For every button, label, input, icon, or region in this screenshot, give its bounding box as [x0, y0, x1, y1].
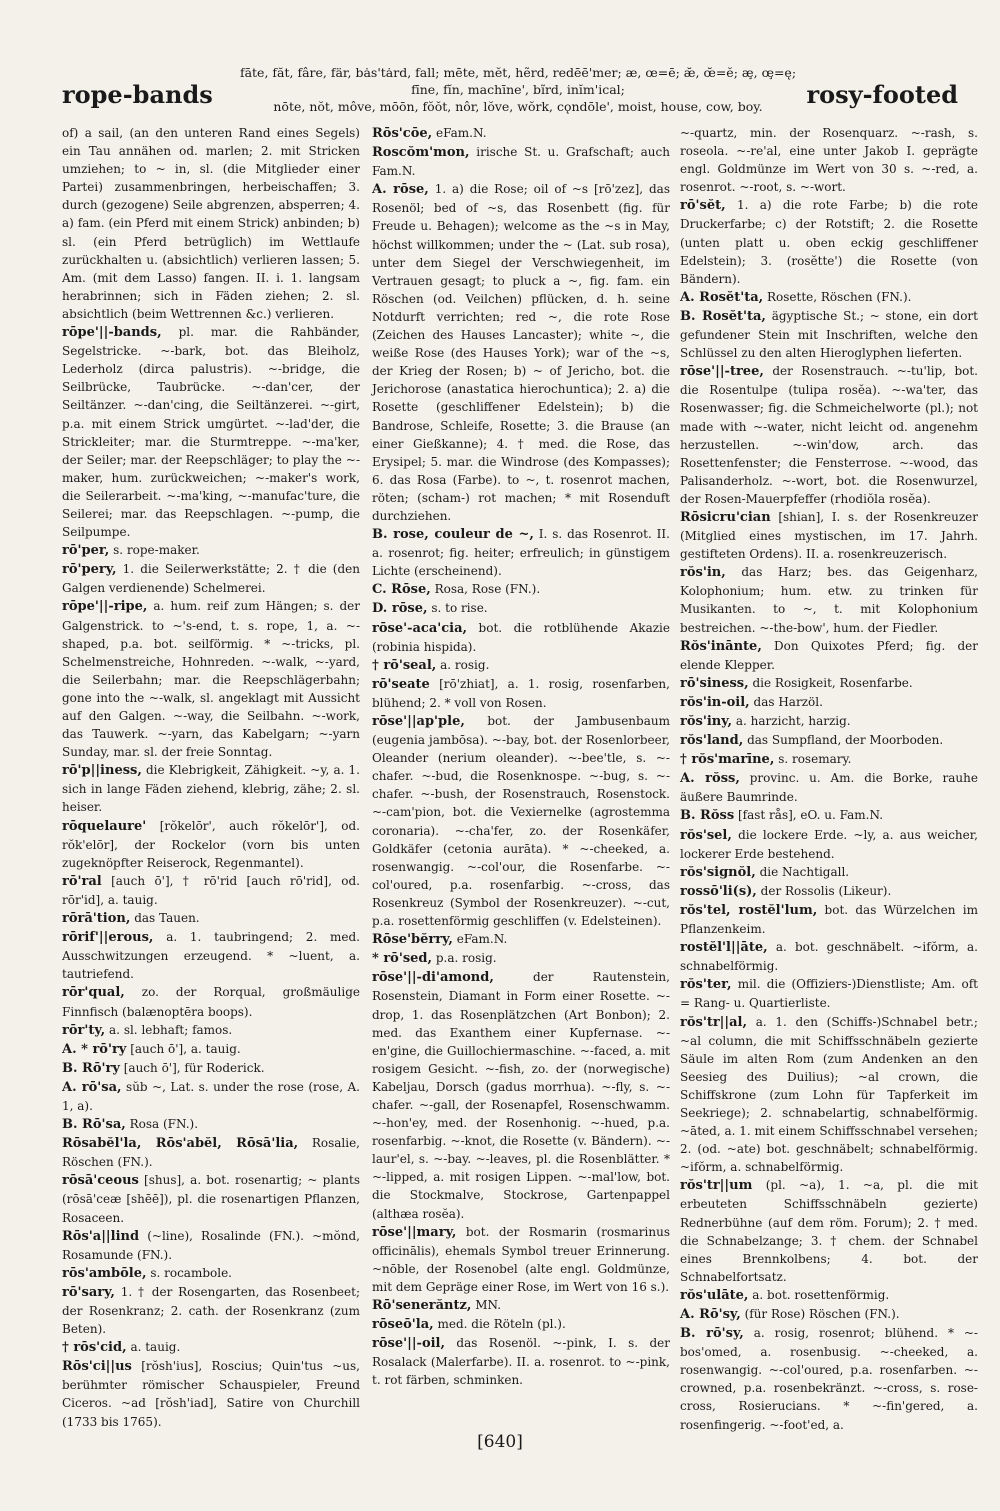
entry-definition: MN.: [475, 1298, 502, 1312]
entry-definition: Don Quixotes Pferd; fig. der elende Klepper.: [680, 638, 978, 672]
entry-headword: rō'siness,: [680, 675, 749, 691]
entry-headword: rōpe'||-ripe,: [62, 599, 148, 615]
entry-headword: rŏs'ulāte,: [680, 1287, 749, 1303]
entry-definition: [auch ō'], a. tauig.: [130, 1041, 241, 1056]
entry-definition: a. sl. lebhaft; famos.: [109, 1022, 233, 1037]
entry-headword: rossō'li(s),: [680, 883, 757, 899]
entry-definition: das Harz; bes. das Geigenharz, Kolophonium; hum. etw. zu trinken für Musikanten. to ~, t. mit Kolophonium bestreichen. ~-the-bow', hum. der Fiedler.: [680, 565, 978, 635]
entry-definition: bot. die rotblühende Akazie (robinia hispida).: [372, 620, 670, 654]
entry-definition: eFam.N.: [456, 932, 508, 947]
entry-definition: Rosa (FN.).: [129, 1117, 199, 1132]
entry-headword: rōrif'||erous,: [62, 930, 154, 946]
dictionary-entry: [680, 288, 978, 307]
entry-headword: rōrā'tion,: [62, 911, 131, 927]
entry-headword: rōse'||ap'ple,: [372, 714, 465, 729]
entry-definition: sŭb ~, Lat. s. under the rose (rose, A. 1, a).: [62, 1079, 360, 1113]
entry-definition: der Rosenstrauch. ~-tu'lip, bot. die Rosentulpe (tulipa rosĕa). ~-wa'ter, das Rosenwasser; fig. die Schmeichelworte (pl.); not made with ~-water, nicht leicht od. angenehm herzustellen. ~-win'dow, arch. das Rosettenfenster; die Fensterrose. ~-wood, das Palisanderholz. ~-wort, bot. die Rosenwurzel, der Rosen-Mauerpfeffer (rhodiŏla rosĕa).: [680, 364, 978, 506]
dictionary-entry: [62, 1040, 360, 1059]
entry-definition: a. bot. rosettenförmig.: [752, 1287, 890, 1302]
entry-headword: Rōs'cōe,: [372, 126, 433, 141]
dictionary-entry: [62, 983, 360, 1020]
entry-headword: rōr'qual,: [62, 985, 125, 1001]
entry-definition: irische St. u. Grafschaft; auch Fam.N.: [372, 145, 670, 179]
dictionary-entry: [680, 1324, 978, 1434]
entry-headword: Roscŏm'mon,: [372, 145, 470, 161]
entry-definition: Rosalie, Röschen (FN.).: [62, 1136, 360, 1170]
entry-headword: rō'seate: [372, 676, 430, 692]
entry-definition: [auch ō'], † rō'rid [auch rō'rid], od. rōr'id], a. tauig.: [62, 873, 360, 907]
entry-definition: [shian], I. s. der Rosenkreuzer (Mitglied eines mystischen, im 17. Jahrh. gestifteten Ordens). II. a. rosenkreuzerisch.: [680, 509, 978, 562]
entry-headword: Rōse'bĕrry,: [372, 932, 453, 948]
dictionary-entry: [680, 307, 978, 362]
dictionary-entry: [372, 599, 670, 618]
entry-headword: rŏs'ter,: [680, 977, 732, 993]
dictionary-entry: [372, 712, 670, 930]
entry-headword: rōse'||mary,: [372, 1224, 457, 1240]
entry-definition: provinc. u. Am. die Borke, rauhe äußere Baumrinde.: [680, 771, 978, 805]
dictionary-entry: [62, 1059, 360, 1078]
dictionary-entry: [680, 826, 978, 863]
dictionary-entry: [680, 882, 978, 901]
entry-definition: a. bot. geschnäbelt. ~ifŏrm, a. schnabelförmig.: [680, 940, 978, 974]
running-head-right: rosy-footed: [806, 80, 958, 109]
entry-definition: Rosa, Rose (FN.).: [434, 582, 541, 597]
dictionary-entry: [62, 1283, 360, 1338]
dictionary-entry: [372, 1223, 670, 1296]
entry-headword: Rōsabĕl'la, Rōs'abĕl, Rōsā'lia,: [62, 1136, 299, 1152]
entry-headword: rŏs'tr||um: [680, 1178, 753, 1194]
dictionary-entry: [680, 508, 978, 563]
entry-headword: * rō'sed,: [372, 951, 433, 967]
dictionary-entry: [62, 1357, 360, 1430]
dictionary-entry: [680, 1305, 978, 1324]
dictionary-entry: [62, 1078, 360, 1115]
dictionary-entry: [62, 872, 360, 909]
entry-definition: med. die Röteln (pl.).: [437, 1317, 566, 1332]
dictionary-entry: [372, 930, 670, 949]
entry-definition: zo. der Rorqual, großmäulige Finnfisch (balænoptēra boops).: [62, 985, 360, 1019]
entry-headword: A. rŏss,: [680, 771, 740, 787]
dictionary-entry: [680, 693, 978, 712]
entry-headword: rŏs'land,: [680, 733, 744, 749]
pronunciation-key-line: fāte, făt, fâre, fär, bȧs'tȧrd, fall; mēte, mĕt, hẽrd, redēē'mer; æ, œ=ē; æ̆, œ̆=ĕ; æ̧, œ̧=ę;: [239, 65, 797, 80]
entry-headword: rŏs'signŏl,: [680, 864, 756, 880]
entry-definition: a. 1. den (Schiffs-)Schnabel betr.; ~al column, die mit Schiffsschnäbeln gezierte Säule im alten Rom (zum Andenken an den Seesieg des Duilius); ~al crown, die Schiffskrone (zum Lohn für Tapferkeit im Seekriege); 2. schnabelartig, schnabelförmig. ~āted, a. 1. mit einem Schiffsschnabel versehen; 2. (od. ~ate) bot. geschnäbelt; schnabelförmig. ~ifŏrm, a. schnabelförmig.: [680, 1014, 978, 1175]
dictionary-entry: [62, 928, 360, 983]
dictionary-entry: [372, 675, 670, 712]
entry-definition: ägyptische St.; ~ stone, ein dort gefundener Stein mit Inschriften, welche den Schlüssel zu den alten Hieroglyphen lieferten.: [680, 308, 978, 361]
dictionary-entry: [680, 712, 978, 731]
dictionary-entry: [372, 180, 670, 525]
dictionary-entry: [62, 1227, 360, 1264]
entry-headword: B. Rō'sa,: [62, 1117, 126, 1133]
entry-definition: [rŏsh'ius], Roscius; Quin'tus ~us, berühmter römischer Schauspieler, Freund Ciceros. ~ad [rŏsh'iad], Satire von Churchill (1733 bis 1765).: [62, 1359, 360, 1429]
entry-definition: s. rope-maker.: [113, 543, 200, 558]
running-head-left: rope-bands: [62, 80, 213, 109]
dictionary-entry: [680, 563, 978, 636]
dictionary-entry: [62, 323, 360, 541]
dictionary-entry: [680, 806, 978, 825]
dictionary-entry: [680, 975, 978, 1012]
entry-definition: pl. mar. die Rahbänder, Segelstricke. ~-bark, bot. das Bleiholz, Lederholz (dirca palustris). ~-bridge, die Seilbrücke, Taubrücke. ~-dan'cer, der Seiltänzer. ~-dan'cing, die Seiltänzerei. ~-girt, p.a. mit einem Strick umgürtet. ~-lad'der, die Strickleiter; mar. die Sturmtreppe. ~-ma'ker, der Seiler; mar. der Reepschläger; to play the ~-maker, hum. zurückweichen; ~-maker's work, die Seilerarbeit. ~-ma'king, ~-manufac'ture, die Seilerei; mar. das Reepschlagen. ~-pump, die Seilpumpe.: [62, 325, 360, 540]
entry-headword: rōse'-aca'cia,: [372, 620, 468, 636]
entry-definition: das Harzöl.: [753, 694, 823, 709]
entry-headword: rōquelaure': [62, 818, 147, 834]
entry-definition: die Rosigkeit, Rosenfarbe.: [752, 675, 913, 690]
entry-headword: C. Rōse,: [372, 582, 431, 598]
dictionary-entry: [680, 637, 978, 674]
entry-definition: das Rosenöl. ~-pink, I. s. der Rosalack (Malerfarbe). II. a. rosenrot. to ~-pink, t. rot färben, schminken.: [372, 1336, 670, 1388]
entry-definition: ~-quartz, min. der Rosenquarz. ~-rash, s. roseola. ~-re'al, eine unter Jakob I. geprägte engl. Goldmünze im Wert von 30 s. ~-red, a. rosenrot. ~-root, s. ~-wort.: [680, 126, 978, 195]
entry-headword: rō'pery,: [62, 562, 117, 578]
entry-definition: (pl. ~a), 1. ~a, pl. die mit erbeuteten Schiffsschnäbeln gezierte) Rednerbühne (auf dem röm. Forum); 2. † med. die Schnabelzange; 3. † chem. der Schnabel eines Brennkolbens; 4. bot. der Schnabelfortsatz.: [680, 1178, 978, 1284]
dictionary-entry: [680, 196, 978, 287]
entry-headword: rŏs'tel, rostĕl'lum,: [680, 902, 818, 918]
entry-definition: s. rosemary.: [778, 752, 852, 767]
dictionary-entry: [372, 1334, 670, 1389]
dictionary-entry: [62, 560, 360, 597]
entry-definition: s. to rise.: [431, 601, 488, 616]
dictionary-entry: [62, 541, 360, 560]
entry-headword: rōr'ty,: [62, 1022, 106, 1038]
entry-definition: mil. die (Offiziers-)Dienstliste; Am. oft = Rang- u. Quartierliste.: [680, 977, 978, 1011]
dictionary-entry: [680, 750, 978, 769]
entry-headword: rōpe'||-bands,: [62, 325, 162, 341]
entry-definition: a. rosig.: [440, 657, 490, 672]
entry-headword: rō'sary,: [62, 1284, 115, 1300]
entry-headword: rŏs'tr||al,: [680, 1014, 748, 1030]
entry-definition: [rŏkelōr', auch rŏkelōr'], od. rŏk'elōr], der Rockelor (vorn bis unten zugeknöpfter Reiserock, Regenmantel).: [62, 818, 360, 870]
dictionary-entry: [62, 1171, 360, 1226]
entry-definition: a. hum. reif zum Hängen; s. der Galgenstrick. to ~'s-end, t. s. rope, 1, a. ~-shaped, p.a. bot. seilförmig. * ~-tricks, pl. Schelmenstreiche, Hohnreden. ~-walk, ~-yard, die Seilerbahn; mar. die Reepschlägerbahn; gone into the ~-walk, sl. angeklagt mit Aussicht auf den Galgen. ~-way, die Seilbahn. ~-work, das Tauwerk. ~-yarn, das Kabelgarn; ~-yarn Sunday, mar. sl. der freie Sonntag.: [62, 599, 360, 760]
entry-headword: rō'ral: [62, 873, 102, 889]
dictionary-entry: [62, 124, 360, 323]
column-1: [62, 124, 360, 1431]
entry-headword: † rŏs'marīne,: [680, 752, 775, 768]
entry-headword: rōse'||-oil,: [372, 1336, 446, 1352]
entry-definition: 1. a) die rote Farbe; b) die rote Druckerfarbe; c) der Rotstift; 2. die Rosette (unten platt u. oben eckig geschliffener Edelstein); 3. (rosĕtte') die Rosette (von Bändern).: [680, 198, 978, 286]
dictionary-entry: [680, 731, 978, 750]
pronunciation-key-line: nōte, nŏt, môve, mōōn, fŏŏt, nôr, lŏve, wŏrk, cǫndōle', moist, house, cow, boy.: [273, 99, 763, 114]
entry-headword: rōseō'la,: [372, 1317, 434, 1333]
dictionary-entry: [372, 143, 670, 180]
dictionary-entry: [62, 1115, 360, 1134]
entry-definition: der Rautenstein, Rosenstein, Diamant in Form einer Rosette. ~-drop, 1. das Rosenplätzchen (Art Bonbon); 2. med. das Exanthem einer Kupfernase. ~-en'gine, die Guillochiermaschine. ~-faced, a. mit rosigem Gesicht. ~-fish, zo. der (norwegische) Kabeljau, Dorsch (gadus morrhua). ~-fly, s. ~-chafer. ~-gall, der Rosenapfel, Rosenschwamm. ~-hon'ey, med. der Rosenhonig. ~-hued, p.a. rosenfarbig. ~-knot, die Rosette (v. Bändern). ~-laur'el, s. ~-bay. ~-leaves, pl. die Rosenblätter. * ~-lipped, a. mit rosigen Lippen. ~-mal'low, bot. die Stockmalve, Stockrose, Gartenpappel (althæa rosĕa).: [372, 970, 670, 1221]
entry-definition: 1. † der Rosengarten, das Rosenbeet; der Rosenkranz; 2. cath. der Rosenkranz (zum Beten).: [62, 1284, 360, 1337]
dictionary-entry: [680, 362, 978, 508]
entry-definition: [rō'zhiat], a. 1. rosig, rosenfarben, blühend; 2. * voll von Rosen.: [372, 676, 670, 710]
entry-definition: bot. der Jambusenbaum (eugenia jambōsa). ~-bay, bot. der Rosenlorbeer, Oleander (nerium oleander). ~-bee'tle, s. ~-chafer. ~-bud, die Rosenknospe. ~-bug, s. ~-chafer. ~-bush, der Rosenstrauch, Rosenstock. ~-cam'pion, bot. die Vexiernelke (agrostemma coronaria). ~-cha'fer, zo. der Rosenkäfer, Goldkäfer (cetonia aurāta). * ~-cheeked, a. rosenwangig. ~-col'our, die Rosenfarbe. ~-col'oured, p.a. rosenfarbig. ~-cross, das Rosenkreuz (Symbol der Rosenkreuzer). ~-cut, p.a. rosettenförmig geschliffen (v. Edelsteinen).: [372, 714, 670, 929]
dictionary-entry: [62, 1021, 360, 1040]
entry-definition: das Tauen.: [134, 911, 200, 926]
entry-definition: a. harzicht, harzig.: [735, 714, 851, 728]
dictionary-entry: [680, 1286, 978, 1305]
entry-headword: A. rō'sa,: [62, 1079, 122, 1095]
entry-definition: das Sumpfland, der Moorboden.: [747, 733, 944, 748]
entry-definition: [shus], a. bot. rosenartig; ~ plants (rōsā'ceæ [shēē]), pl. die rosenartigen Pflanzen, Rosaceen.: [62, 1173, 360, 1225]
entry-definition: der Rossolis (Likeur).: [760, 883, 892, 898]
dictionary-entry: [680, 901, 978, 938]
entry-definition: [auch ō'], für Roderick.: [123, 1060, 265, 1075]
dictionary-entry: [680, 124, 978, 196]
dictionary-entry: [372, 124, 670, 143]
entry-definition: p.a. rosig.: [435, 951, 497, 966]
page-number: [640]: [477, 1432, 523, 1452]
pronunciation-key: [228, 64, 808, 115]
entry-headword: A. rōse,: [372, 182, 429, 198]
dictionary-entry: [372, 656, 670, 675]
entry-headword: rŏs'in,: [680, 565, 726, 581]
entry-headword: † rō'seal,: [372, 657, 437, 673]
entry-headword: rōsā'ceous: [62, 1173, 139, 1189]
entry-headword: Rŏs'inānte,: [680, 638, 762, 654]
pronunciation-key-line: fīne, fĭn, machīne', bĩrd, inĭm'ical;: [411, 82, 625, 97]
entry-definition: bot. der Rosmarin (rosmarinus officinālis), ehemals Symbol treuer Erinnerung. ~nōble, der Rosenobel (alte engl. Goldmünze, mit dem Gepräge einer Rose, im Wert von 16 s.).: [372, 1224, 670, 1294]
entry-headword: B. Rŏss: [680, 808, 735, 824]
entry-headword: A. Rosĕt'ta,: [680, 289, 764, 305]
dictionary-entry: [62, 761, 360, 816]
entry-headword: rŏs'sel,: [680, 827, 732, 843]
dictionary-entry: [62, 817, 360, 872]
entry-definition: s. rocambole.: [150, 1265, 232, 1280]
entry-headword: A. Rō'sy,: [680, 1307, 741, 1322]
entry-headword: Rōs'ci||us: [62, 1359, 132, 1375]
entry-headword: rŏs'iny,: [680, 714, 733, 729]
entry-definition: die Klebrigkeit, Zähigkeit. ~y, a. 1. sich in lange Fäden ziehend, klebrig, zähe; 2. sl. heiser.: [62, 763, 360, 815]
dictionary-entry: [372, 968, 670, 1222]
dictionary-entry: [680, 674, 978, 693]
entry-headword: B. rō'sy,: [680, 1326, 744, 1342]
entry-headword: Rō'senerăntz,: [372, 1298, 472, 1313]
dictionary-entry: [62, 597, 360, 761]
dictionary-entry: [680, 1176, 978, 1286]
entry-headword: A. * rō'ry: [62, 1041, 127, 1057]
dictionary-entry: [62, 1134, 360, 1171]
entry-headword: † rōs'cid,: [62, 1340, 127, 1356]
dictionary-entry: [62, 1338, 360, 1357]
dictionary-entry: [62, 1264, 360, 1283]
entry-definition: bot. das Würzelchen im Pflanzenkeim.: [680, 902, 978, 937]
dictionary-entry: [372, 619, 670, 656]
entry-definition: die Nachtigall.: [759, 864, 850, 879]
entry-headword: D. rōse,: [372, 601, 428, 617]
entry-headword: rō'sĕt,: [680, 198, 726, 214]
dictionary-entry: [372, 1296, 670, 1315]
entry-headword: Rōs'a||lind: [62, 1228, 140, 1244]
entry-headword: rōse'||-di'amond,: [372, 970, 494, 986]
entry-definition: Rosette, Röschen (FN.).: [766, 289, 912, 304]
entry-definition: a. 1. taubringend; 2. med. Ausschwitzungen erzeugend. * ~luent, a. tautriefend.: [62, 930, 360, 982]
entry-definition: of) a sail, (an den unteren Rand eines Segels) ein Tau annähen od. marlen; 2. mit Stricken umziehen; to ~ in, sl. (die Mitglieder einer Partei) zusammenbringen, herbeischaffen; 3. durch (gezogene) Seile abgrenzen, absperren; 4. a) fam. (ein Pferd mit einem Strick) anbinden; b) sl. (ein Pferd betrüglich) im Wettlaufe zurückhalten u. (absichtlich) verlieren lassen; 5. Am. (mit dem Lasso) fangen. II. i. 1. langsam herabrinnen; sich in Fäden ziehen; 2. sl. absichtlich (beim Wettrennen &c.) verlieren.: [62, 126, 360, 321]
dictionary-entry: [62, 909, 360, 928]
entry-definition: (~line), Rosalinde (FN.). ~mŏnd, Rosamunde (FN.).: [62, 1228, 360, 1262]
entry-headword: rō'per,: [62, 543, 110, 559]
entry-definition: a. rosig, rosenrot; blühend. * ~-bos'omed, a. rosenbusig. ~-cheeked, a. rosenwangig. ~-col'oured, p.a. rosenfarben. ~-crowned, p.a. rosenbekränzt. ~-cross, s. rose-cross, Rosierucians. * ~-fin'gered, a. rosenfingerig. ~-foot'ed, a.: [680, 1326, 978, 1432]
entry-headword: B. rose, couleur de ~,: [372, 527, 534, 543]
entry-definition: 1. die Seilerwerkstätte; 2. † die (den Galgen verdienende) Schelmerei.: [62, 562, 360, 596]
dictionary-entry: [372, 525, 670, 580]
entry-headword: rōs'ambōle,: [62, 1265, 147, 1281]
dictionary-entry: [680, 938, 978, 975]
column-2: [372, 124, 670, 1389]
dictionary-entry: [680, 863, 978, 882]
dictionary-entry: [372, 949, 670, 968]
column-3: [680, 124, 978, 1434]
entry-definition: a. tauig.: [130, 1340, 181, 1355]
dictionary-entry: [680, 769, 978, 806]
entry-headword: rōse'||-tree,: [680, 364, 764, 380]
entry-definition: eFam.N.: [436, 126, 487, 140]
entry-headword: Rōsicru'cian: [680, 509, 771, 525]
entry-headword: rŏs'in-oil,: [680, 694, 750, 710]
entry-headword: B. Rō'ry: [62, 1060, 120, 1076]
entry-definition: die lockere Erde. ~ly, a. aus weicher, lockerer Erde bestehend.: [680, 827, 978, 861]
dictionary-entry: [372, 1315, 670, 1334]
entry-headword: B. Rosĕt'ta,: [680, 308, 766, 324]
entry-headword: rostĕl'l||āte,: [680, 940, 768, 956]
dictionary-entry: [372, 580, 670, 599]
entry-definition: 1. a) die Rose; oil of ~s [rō'zez], das Rosenöl; bed of ~s, das Rosenbett (fig. für Freude u. Behagen); welcome as the ~s in May, höchst willkommen; under the ~ (Lat. sub rosa), unter dem Siegel der Verschwiegenheit, im Vertrauen gesagt; to pluck a ~, fig. fam. ein Röschen (od. Veilchen) pflücken, d. h. seine Notdurft verrichten; red ~, die rote Rose (Zeichen des Hauses Lancaster); white ~, die weiße Rose (des Hauses York); war of the ~s, der Krieg der Rosen; b) ~ of Jericho, bot. die Jerichorose (anastatica hierochuntica); 2. a) die Rosette (geschliffener Edelstein); b) die Bandrose, Schleife, Rosette; 3. die Brause (an einer Gießkanne); 4. † med. die Rose, das Erysipel; 5. mar. die Windrose (des Kompasses); 6. das Rosa (Farbe). to ~, t. rosenrot machen, röten; (scham-) rot machen; * mit Rosenduft durchziehen.: [372, 182, 670, 523]
entry-definition: I. s. das Rosenrot. II. a. rosenrot; fig. heiter; erfreulich; in günstigem Lichte (erscheinend).: [372, 527, 670, 579]
entry-headword: rō'p||iness,: [62, 763, 142, 779]
dictionary-entry: [680, 1013, 978, 1177]
entry-definition: [fast rås], eO. u. Fam.N.: [737, 808, 884, 823]
entry-definition: (für Rose) Röschen (FN.).: [744, 1307, 900, 1321]
